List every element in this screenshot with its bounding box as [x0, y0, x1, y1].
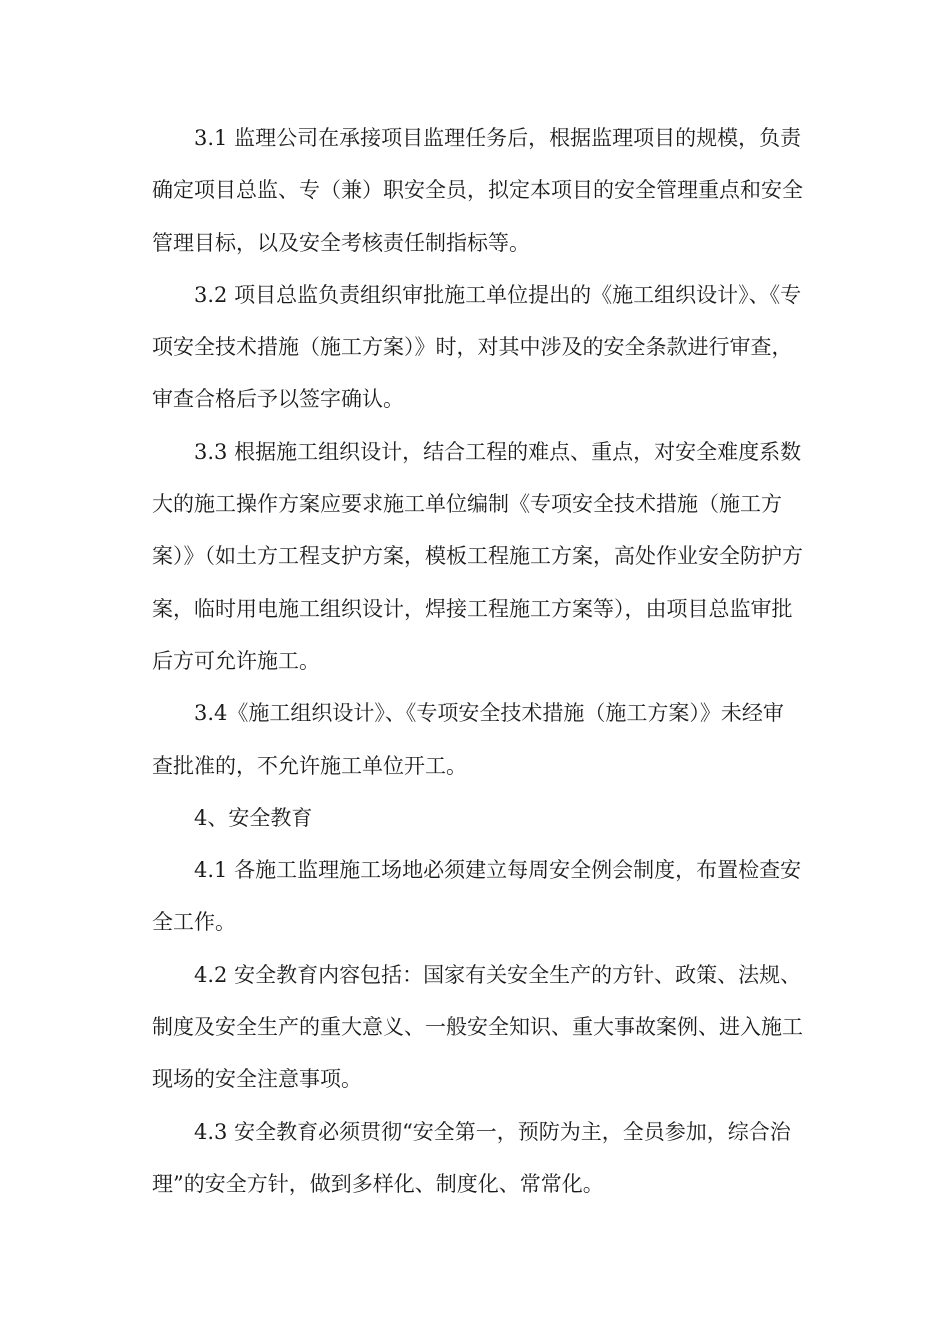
paragraph-4-2: 4.2 安全教育内容包括：国家有关安全生产的方针、政策、法规、制度及安全生产的重大意义、一般安全知识、重大事故案例、进入施工现场的安全注意事项。 [152, 962, 803, 1092]
paragraph-3-3: 3.3 根据施工组织设计，结合工程的难点、重点，对安全难度系数大的施工操作方案应要求施工单位编制《专项安全技术措施（施工方案）》（如土方工程支护方案，模板工程施工方案，高处作业安全防护方案，临时用电施工组织设计，焊接工程施工方案等），由项目总监审批后方可允许施工。 [152, 439, 803, 673]
section-heading-4: 4、安全教育 [194, 805, 313, 830]
paragraph-4-3: 4.3 安全教育必须贯彻“安全第一，预防为主，全员参加，综合治理”的安全方针，做到多样化、制度化、常常化。 [152, 1119, 791, 1196]
paragraph-3-2: 3.2 项目总监负责组织审批施工单位提出的《施工组织设计》、《专项安全技术措施（施工方案）》时，对其中涉及的安全条款进行审查，审查合格后予以签字确认。 [152, 282, 802, 412]
paragraph-3-1: 3.1 监理公司在承接项目监理任务后，根据监理项目的规模，负责确定项目总监、专（兼）职安全员，拟定本项目的安全管理重点和安全管理目标，以及安全考核责任制指标等。 [152, 126, 803, 255]
document-body [152, 112, 804, 1210]
paragraph-4-1: 4.1 各施工监理施工场地必须建立每周安全例会制度，布置检查安全工作。 [152, 858, 802, 935]
paragraph-3-4: 3.4《施工组织设计》、《专项安全技术措施（施工方案）》未经审查批准的，不允许施工单位开工。 [152, 701, 784, 778]
